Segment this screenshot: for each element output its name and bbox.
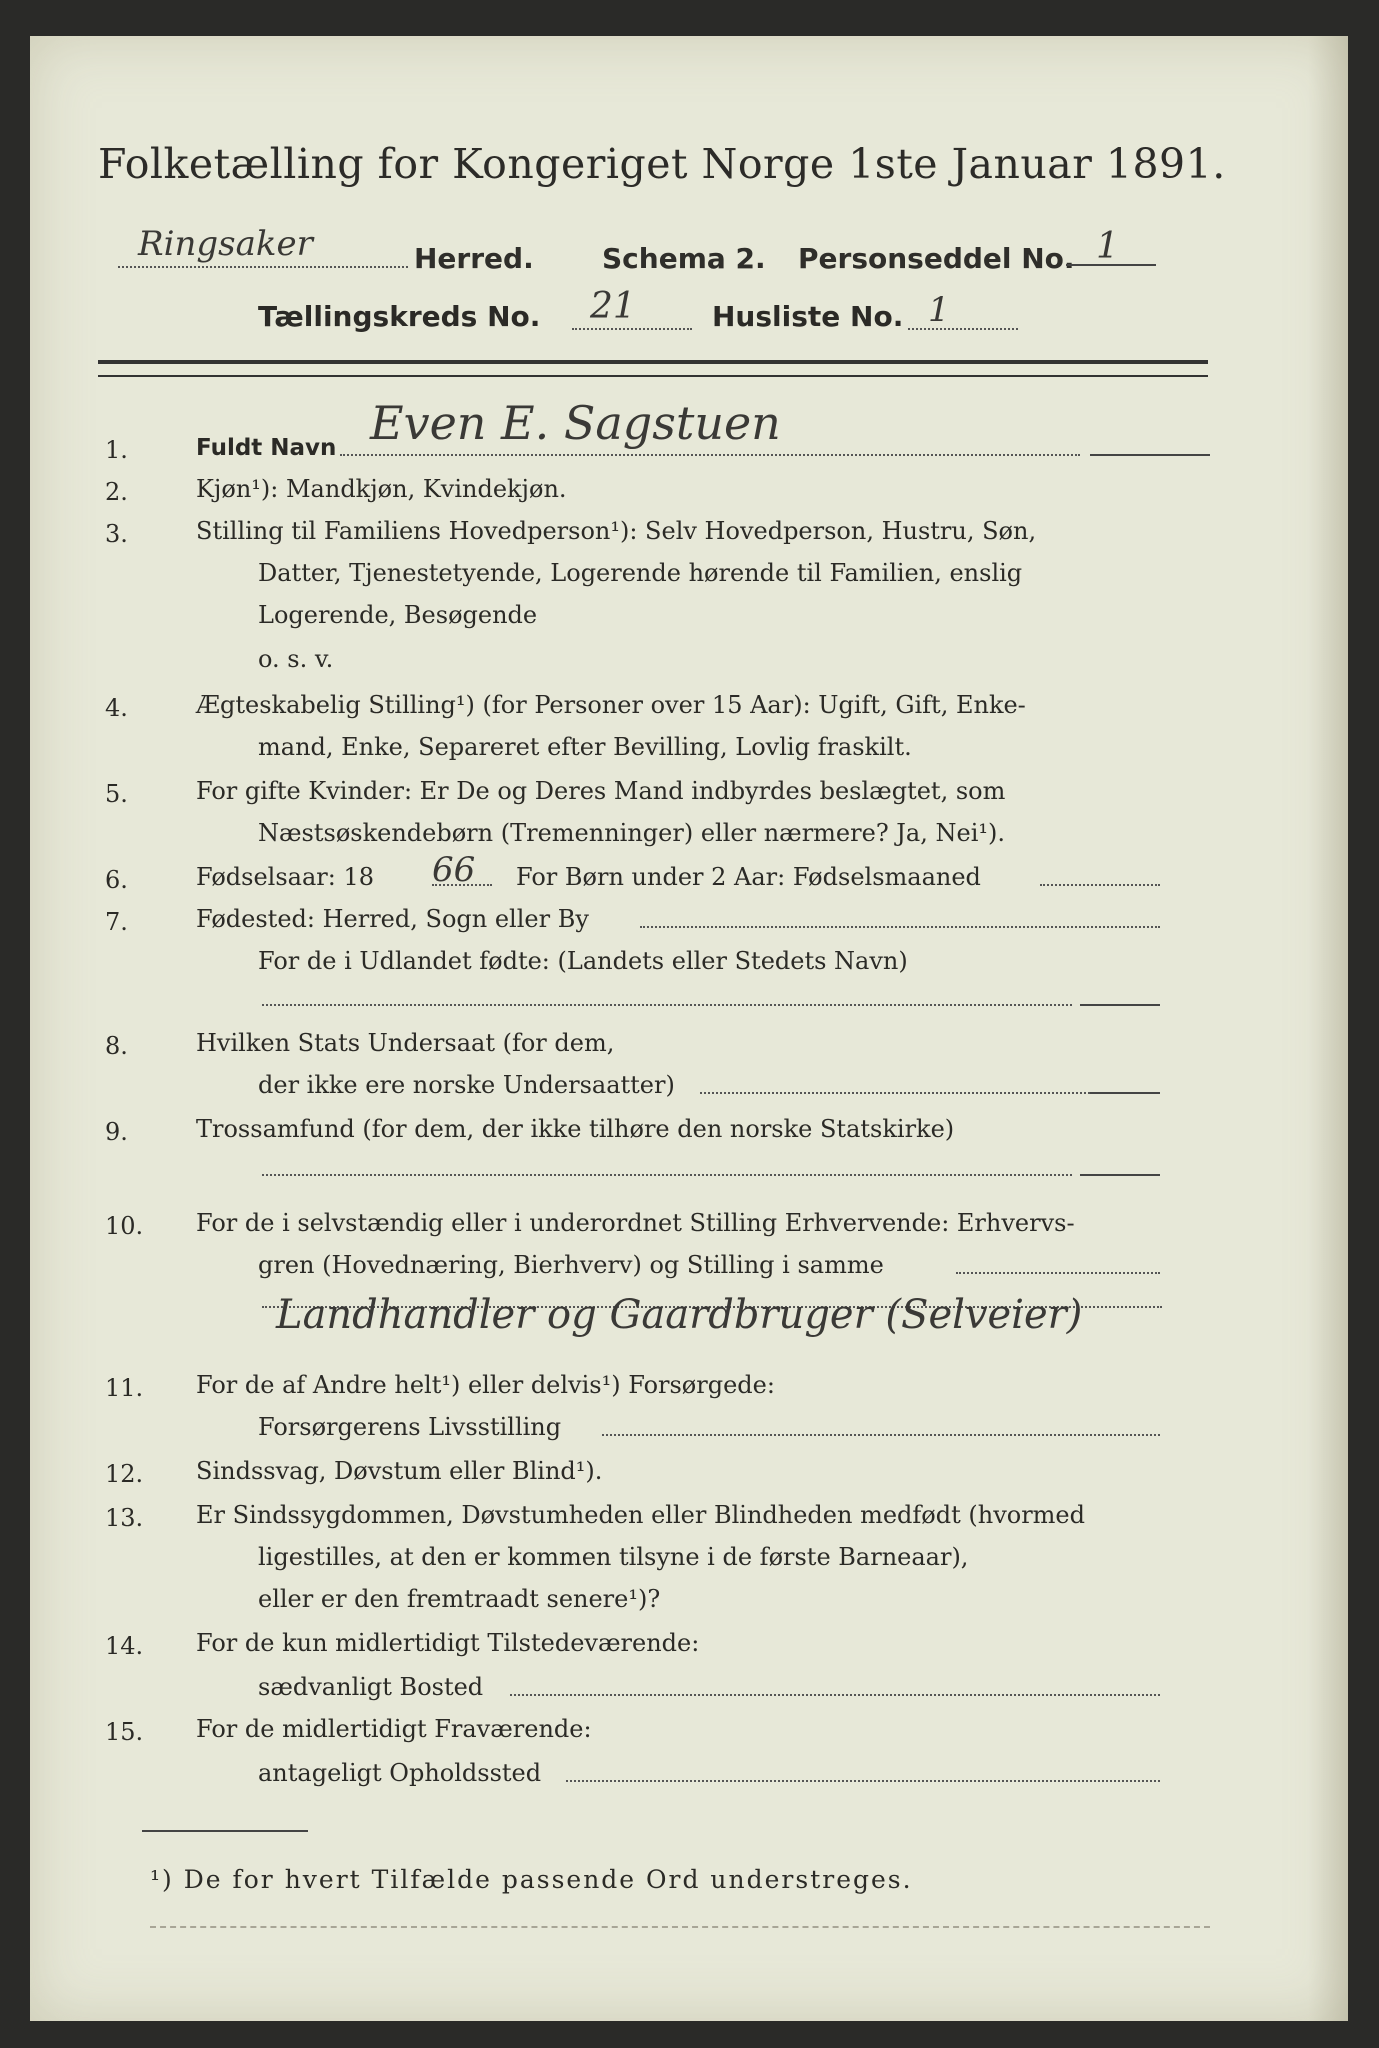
header-rule-thin [98, 375, 1208, 377]
question-3-line-3: Logerende, Besøgende [258, 601, 538, 629]
form-title: Folketælling for Kongeriget Norge 1ste Januar 1891. [98, 140, 1226, 188]
question-4-line-1: Ægteskabelig Stilling¹) (for Personer over 15 Aar): Ugift, Gift, Enke- [196, 691, 1026, 719]
question-7-foreign-dotted-line [262, 1004, 1072, 1006]
footnote-rule [142, 1830, 308, 1832]
question-number-2: 2. [105, 478, 128, 506]
question-number-4: 4. [105, 694, 128, 722]
husliste-label: Husliste No. [712, 300, 904, 333]
kreds-label: Tællingskreds No. [258, 300, 541, 333]
question-3-line-4: o. s. v. [258, 645, 334, 673]
question-number-14: 14. [105, 1632, 144, 1660]
question-10-line-1: For de i selvstændig eller i underordnet Stilling Erhvervende: Erhvervs- [196, 1209, 1075, 1237]
question-15-dotted-line [566, 1780, 1160, 1782]
question-15-line-1: For de midlertidigt Fraværende: [196, 1715, 592, 1743]
question-number-13: 13. [105, 1504, 144, 1532]
question-number-1: 1. [105, 436, 128, 464]
question-4-line-2: mand, Enke, Separeret efter Bevilling, Lovlig fraskilt. [258, 733, 912, 761]
personseddel-label: Personseddel No. [798, 242, 1075, 275]
question-8-line-1: Hvilken Stats Undersaat (for dem, [196, 1029, 615, 1057]
kreds-value: 21 [590, 286, 636, 327]
question-13-line-2: ligestilles, at den er kommen tilsyne i de første Barneaar), [258, 1543, 969, 1571]
question-11-line-2: Forsørgerens Livsstilling [258, 1413, 562, 1441]
question-10-line-2: gren (Hovednæring, Bierhverv) og Stilling i samme [258, 1251, 884, 1279]
question-number-3: 3. [105, 520, 128, 548]
question-number-5: 5. [105, 780, 128, 808]
question-1-dotted-line [340, 454, 1080, 456]
birth-year-answer: 66 [432, 850, 476, 890]
question-2-text: Kjøn¹): Mandkjøn, Kvindekjøn. [196, 475, 567, 503]
question-7-line-end [1080, 1004, 1160, 1006]
footnote: ¹) De for hvert Tilfælde passende Ord understreges. [150, 1865, 913, 1894]
question-number-11: 11. [105, 1374, 144, 1402]
question-9-line-1: Trossamfund (for dem, der ikke tilhøre den norske Statskirke) [196, 1115, 955, 1143]
question-13-line-1: Er Sindssygdommen, Døvstumheden eller Blindheden medfødt (hvormed [196, 1501, 1085, 1529]
full-name-answer: Even E. Sagstuen [370, 396, 781, 450]
question-3-line-2: Datter, Tjenestetyende, Logerende hørende til Familien, enslig [258, 559, 1023, 587]
birth-year-dotted-line [432, 884, 492, 886]
question-6-birth-year-label: Fødselsaar: 18 [196, 863, 375, 891]
question-12-line-1: Sindssvag, Døvstum eller Blind¹). [196, 1457, 603, 1485]
question-5-line-1: For gifte Kvinder: Er De og Deres Mand indbyrdes beslægtet, som [196, 777, 1006, 805]
question-8-line-end [1090, 1092, 1160, 1094]
question-number-15: 15. [105, 1718, 144, 1746]
question-7-line-2: For de i Udlandet fødte: (Landets eller Stedets Navn) [258, 947, 908, 975]
question-number-9: 9. [105, 1118, 128, 1146]
question-8-line-2: der ikke ere norske Undersaatter) [258, 1071, 675, 1099]
question-1-text [196, 430, 336, 465]
question-number-6: 6. [105, 866, 128, 894]
question-3-line-1: Stilling til Familiens Hovedperson¹): Selv Hovedperson, Hustru, Søn, [196, 517, 1037, 545]
question-15-line-2: antageligt Opholdssted [258, 1759, 542, 1787]
question-9-dotted-line [262, 1174, 1072, 1176]
occupation-answer: Landhandler og Gaardbruger (Selveier) [276, 1292, 1083, 1338]
question-1-label: Fuldt Navn [196, 435, 337, 461]
question-7-line-1: Fødested: Herred, Sogn eller By [196, 905, 589, 933]
question-8-dotted-line [700, 1092, 1090, 1094]
question-number-10: 10. [105, 1212, 144, 1240]
header-rule [98, 360, 1208, 364]
question-9-line-end [1080, 1174, 1160, 1176]
schema-label: Schema 2. [602, 242, 766, 275]
question-6-birth-month-label: For Børn under 2 Aar: Fødselsmaaned [516, 863, 981, 891]
question-13-line-3: eller er den fremtraadt senere¹)? [258, 1585, 661, 1613]
husliste-value: 1 [928, 290, 950, 330]
birth-month-dotted-line [1040, 884, 1160, 886]
kreds-field [572, 328, 692, 330]
herred-value: Ringsaker [138, 224, 313, 264]
question-14-line-2: sædvanligt Bosted [258, 1673, 484, 1701]
question-5-line-2: Næstsøskendebørn (Tremenninger) eller nærmere? Ja, Nei¹). [258, 819, 1005, 847]
personseddel-value: 1 [1096, 226, 1119, 267]
question-11-line-1: For de af Andre helt¹) eller delvis¹) Forsørgede: [196, 1371, 775, 1399]
husliste-field [908, 328, 1018, 330]
question-14-line-1: For de kun midlertidigt Tilstedeværende: [196, 1629, 700, 1657]
question-11-dotted-line [602, 1434, 1160, 1436]
question-1-line-end [1090, 454, 1210, 456]
question-10-dotted-line [956, 1272, 1160, 1274]
herred-label: Herred. [414, 242, 534, 275]
question-number-7: 7. [105, 908, 128, 936]
bottom-fold-line [150, 1926, 1210, 1928]
question-14-dotted-line [510, 1694, 1160, 1696]
question-number-12: 12. [105, 1460, 144, 1488]
herred-field [118, 224, 408, 268]
question-number-8: 8. [105, 1032, 128, 1060]
question-7-dotted-line [640, 926, 1160, 928]
